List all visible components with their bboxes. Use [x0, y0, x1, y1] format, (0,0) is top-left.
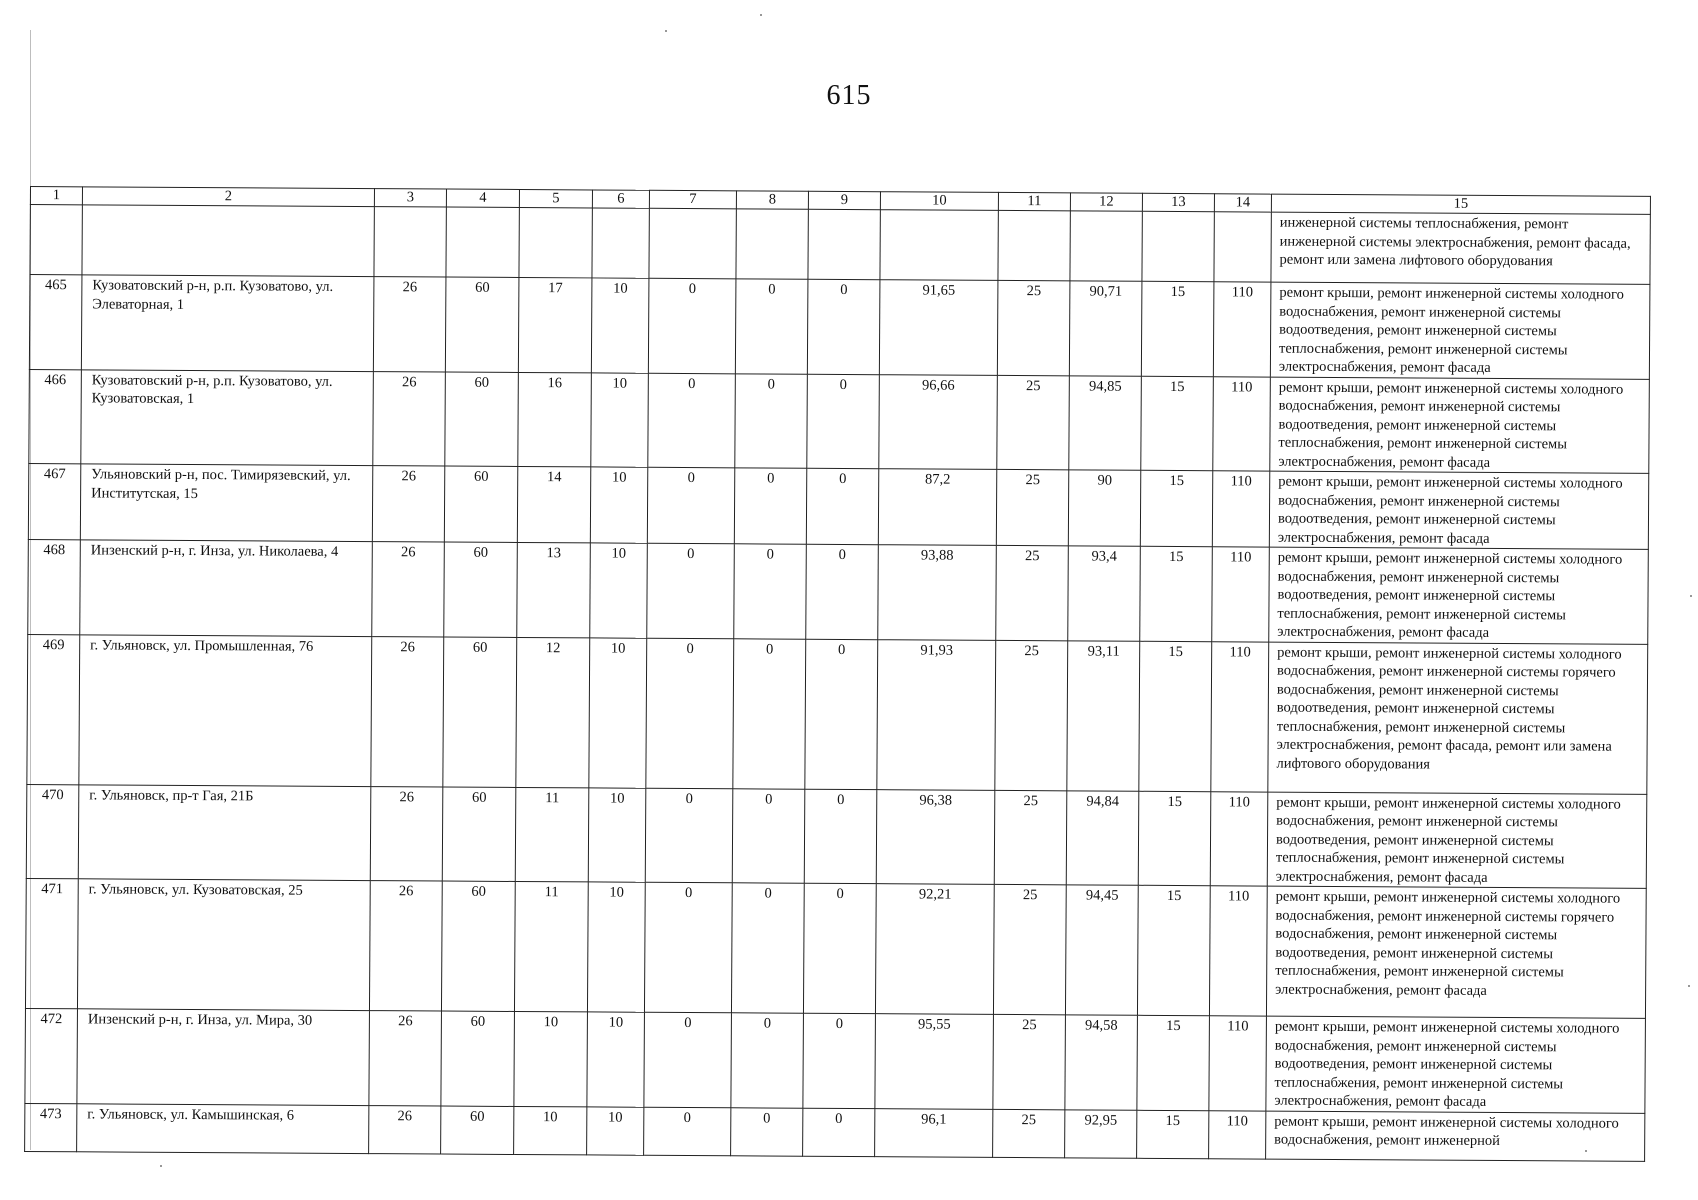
address-cell: Кузоватовский р-н, р.п. Кузоватово, ул. Элеваторная, 1 [81, 275, 374, 371]
value-cell: 0 [807, 374, 880, 469]
value-cell: 11 [514, 881, 588, 1011]
value-cell: 25 [994, 790, 1067, 885]
scan-speck [1690, 595, 1692, 597]
value-cell: 25 [997, 280, 1070, 375]
column-number: 12 [1070, 193, 1142, 211]
value-cell: 60 [444, 542, 518, 637]
row-number-cell: 469 [27, 634, 80, 784]
row-number-cell: 467 [28, 463, 80, 539]
value-cell: 25 [996, 545, 1069, 640]
address-cell: Ульяновский р-н, пос. Тимирязевский, ул. Институтская, 15 [80, 464, 372, 542]
column-number: 14 [1214, 194, 1271, 212]
value-cell: 93,4 [1068, 546, 1141, 641]
value-cell: 0 [733, 638, 806, 788]
column-number: 8 [736, 191, 808, 209]
value-cell: 110 [1211, 641, 1269, 791]
value-cell: 15 [1141, 376, 1214, 471]
empty-cell [736, 209, 808, 279]
value-cell: 60 [441, 1011, 515, 1106]
value-cell: 110 [1209, 1110, 1266, 1158]
empty-cell [880, 210, 998, 281]
value-cell: 0 [735, 279, 808, 374]
value-cell: 10 [587, 1012, 645, 1107]
address-cell: г. Ульяновск, ул. Кузоватовская, 25 [77, 879, 370, 1011]
works-cell: ремонт крыши, ремонт инженерной системы холодного водоснабжения, ремонт инженерной системы водоотведения, ремонт инженерной системы теплоснабжения, ремонт инженерной системы электроснабжения, ремонт фасада [1269, 547, 1649, 644]
value-cell: 15 [1141, 281, 1214, 376]
value-cell: 60 [445, 372, 519, 467]
scan-speck [665, 30, 667, 32]
address-cell: Инзенский р-н, г. Инза, ул. Мира, 30 [77, 1009, 370, 1105]
value-cell: 25 [993, 1109, 1065, 1157]
value-cell: 10 [590, 467, 647, 543]
value-cell: 0 [731, 1013, 804, 1108]
column-number: 15 [1271, 194, 1650, 214]
value-cell: 25 [997, 375, 1070, 470]
value-cell: 93,88 [878, 545, 997, 640]
value-cell: 25 [995, 640, 1068, 790]
value-cell: 26 [372, 542, 445, 637]
row-number-cell: 472 [25, 1008, 78, 1103]
empty-cell [1070, 211, 1142, 281]
value-cell: 91,93 [877, 639, 996, 790]
value-cell: 0 [805, 639, 878, 789]
table-row [27, 634, 1648, 794]
column-number: 10 [880, 192, 998, 211]
empty-cell [30, 205, 82, 275]
value-cell: 26 [373, 371, 446, 466]
value-cell: 10 [591, 278, 649, 373]
value-cell: 60 [443, 637, 517, 787]
value-cell: 15 [1140, 470, 1212, 546]
value-cell: 0 [803, 883, 876, 1013]
value-cell: 11 [515, 787, 589, 882]
works-cell: ремонт крыши, ремонт инженерной системы холодного водоснабжения, ремонт инженерной системы водоотведения, ремонт инженерной системы электроснабжения, ремонт фасада [1269, 471, 1648, 549]
address-cell: г. Ульяновск, пр-т Гая, 21Б [78, 784, 371, 880]
empty-cell [519, 207, 592, 277]
value-cell: 0 [804, 789, 877, 884]
empty-cell [998, 210, 1070, 280]
value-cell: 15 [1138, 791, 1211, 886]
empty-cell [808, 209, 880, 279]
document-sheet [24, 186, 1650, 1161]
value-cell: 17 [518, 277, 592, 372]
empty-cell [446, 207, 519, 277]
value-cell: 60 [442, 787, 516, 882]
value-cell: 0 [647, 543, 735, 638]
value-cell: 0 [731, 1107, 803, 1155]
column-number: 2 [82, 187, 374, 207]
value-cell: 87,2 [878, 469, 996, 546]
empty-cell [1214, 212, 1271, 282]
row-number-cell: 473 [25, 1103, 77, 1151]
value-cell: 10 [588, 787, 646, 882]
works-cell: ремонт крыши, ремонт инженерной системы холодного водоснабжения, ремонт инженерной системы водоотведения, ремонт инженерной системы теплоснабжения, ремонт инженерной системы электроснабжения, ремонт фасада [1270, 282, 1650, 379]
page-number: 615 [826, 80, 872, 111]
column-number: 6 [592, 190, 649, 208]
column-number: 5 [519, 189, 592, 207]
works-cell: ремонт крыши, ремонт инженерной системы холодного водоснабжения, ремонт инженерной [1266, 1111, 1645, 1161]
table-row [25, 1103, 1645, 1161]
scan-speck [1585, 1150, 1587, 1152]
value-cell: 10 [514, 1106, 587, 1154]
value-cell: 13 [517, 542, 591, 637]
value-cell: 26 [370, 786, 443, 881]
value-cell: 60 [441, 1106, 514, 1154]
value-cell: 96,66 [879, 374, 998, 469]
value-cell: 110 [1210, 791, 1268, 886]
repair-program-table [24, 186, 1651, 1161]
table-row [26, 784, 1647, 888]
value-cell: 0 [734, 544, 807, 639]
value-cell: 110 [1213, 282, 1271, 377]
value-cell: 10 [587, 882, 645, 1012]
row-number-cell: 465 [29, 275, 82, 370]
continuation-row [30, 205, 1650, 285]
empty-cell [82, 205, 374, 277]
value-cell: 0 [645, 788, 733, 883]
row-number-cell: 466 [29, 369, 82, 464]
works-cell: ремонт крыши, ремонт инженерной системы холодного водоснабжения, ремонт инженерной системы горячего водоснабжения, ремонт инженерной системы водоотведения, ремонт инженерной системы теплоснабжения, ремонт инженерной системы электроснабжения, ремонт фасада [1266, 886, 1646, 1018]
column-number: 7 [649, 190, 736, 209]
value-cell: 91,65 [879, 280, 998, 375]
table-row [28, 539, 1649, 643]
value-cell: 10 [591, 372, 649, 467]
value-cell: 15 [1137, 1110, 1209, 1158]
value-cell: 110 [1212, 547, 1270, 642]
value-cell: 0 [646, 638, 734, 789]
value-cell: 110 [1213, 376, 1271, 471]
value-cell: 110 [1209, 1016, 1267, 1111]
value-cell: 26 [372, 466, 444, 542]
column-number: 1 [30, 187, 82, 205]
value-cell: 0 [644, 1012, 732, 1107]
empty-cell [592, 208, 649, 278]
address-cell: г. Ульяновск, ул. Камышинская, 6 [77, 1103, 369, 1153]
value-cell: 0 [644, 882, 732, 1013]
empty-cell [1142, 211, 1214, 281]
value-cell: 0 [734, 468, 806, 544]
value-cell: 95,55 [875, 1014, 994, 1109]
value-cell: 10 [587, 1106, 644, 1154]
value-cell: 26 [371, 636, 444, 786]
value-cell: 15 [1140, 546, 1213, 641]
value-cell: 10 [514, 1011, 588, 1106]
value-cell: 26 [373, 277, 446, 372]
works-cell: инженерной системы теплоснабжения, ремонт инженерной системы электроснабжения, ремонт фасада, ремонт или замена лифтового оборудования [1271, 212, 1650, 284]
value-cell: 60 [444, 466, 517, 542]
value-cell: 60 [441, 881, 515, 1011]
value-cell: 25 [993, 884, 1066, 1014]
value-cell: 25 [993, 1014, 1066, 1109]
value-cell: 26 [369, 881, 442, 1011]
table-row [29, 275, 1650, 379]
empty-cell [649, 208, 736, 279]
value-cell: 110 [1209, 886, 1267, 1016]
value-cell: 15 [1139, 641, 1212, 791]
value-cell: 0 [807, 279, 880, 374]
value-cell: 0 [648, 278, 736, 373]
value-cell: 25 [996, 469, 1068, 545]
column-number: 11 [998, 192, 1070, 210]
table-body [25, 187, 1651, 1161]
value-cell: 16 [518, 372, 592, 467]
column-number: 13 [1142, 193, 1214, 211]
column-number: 4 [446, 189, 519, 207]
row-number-cell: 468 [28, 539, 81, 634]
value-cell: 0 [735, 373, 808, 468]
value-cell: 93,11 [1067, 640, 1140, 790]
scan-speck [160, 1165, 162, 1167]
row-number-cell: 471 [25, 878, 78, 1008]
value-cell: 0 [806, 544, 879, 639]
value-cell: 15 [1137, 1015, 1210, 1110]
value-cell: 94,45 [1065, 885, 1138, 1015]
value-cell: 0 [644, 1107, 731, 1156]
value-cell: 0 [803, 1013, 876, 1108]
works-cell: ремонт крыши, ремонт инженерной системы холодного водоснабжения, ремонт инженерной системы водоотведения, ремонт инженерной системы теплоснабжения, ремонт инженерной системы электроснабжения, ремонт фасада [1270, 377, 1650, 474]
value-cell: 94,85 [1069, 375, 1142, 470]
address-cell: г. Ульяновск, ул. Промышленная, 76 [79, 634, 372, 786]
value-cell: 90 [1068, 470, 1140, 546]
address-cell: Инзенский р-н, г. Инза, ул. Николаева, 4 [80, 540, 373, 636]
works-cell: ремонт крыши, ремонт инженерной системы холодного водоснабжения, ремонт инженерной системы водоотведения, ремонт инженерной системы теплоснабжения, ремонт инженерной системы электроснабжения, ремонт фасада [1267, 792, 1647, 889]
value-cell: 94,84 [1066, 790, 1139, 885]
value-cell: 0 [803, 1108, 875, 1156]
value-cell: 12 [516, 637, 590, 787]
value-cell: 10 [589, 637, 647, 787]
scan-speck [760, 14, 762, 16]
value-cell: 0 [732, 788, 805, 883]
value-cell: 26 [369, 1105, 441, 1153]
column-number: 9 [808, 191, 880, 209]
value-cell: 15 [1137, 885, 1210, 1015]
value-cell: 10 [590, 543, 648, 638]
value-cell: 14 [517, 466, 590, 542]
value-cell: 0 [648, 373, 736, 468]
table-row [28, 463, 1648, 549]
value-cell: 92,95 [1065, 1109, 1137, 1157]
value-cell: 60 [445, 277, 519, 372]
works-cell: ремонт крыши, ремонт инженерной системы холодного водоснабжения, ремонт инженерной системы горячего водоснабжения, ремонт инженерной системы водоотведения, ремонт инженерной системы теплоснабжения, ремонт инженерной системы электроснабжения, ремонт фасада, ремонт или замена лифтового оборудования [1268, 642, 1648, 794]
value-cell: 96,38 [876, 789, 995, 884]
column-number: 3 [374, 189, 446, 207]
value-cell: 0 [806, 468, 878, 544]
scan-speck [1688, 985, 1690, 987]
value-cell: 26 [369, 1011, 442, 1106]
table-row [29, 369, 1650, 473]
address-cell: Кузоватовский р-н, р.п. Кузоватово, ул. Кузоватовская, 1 [81, 369, 374, 465]
row-number-cell: 470 [26, 784, 79, 879]
value-cell: 94,58 [1065, 1015, 1138, 1110]
value-cell: 92,21 [875, 884, 994, 1015]
table-row [25, 1008, 1646, 1112]
value-cell: 0 [647, 467, 734, 544]
value-cell: 110 [1212, 471, 1269, 547]
value-cell: 0 [731, 883, 804, 1013]
value-cell: 96,1 [875, 1108, 993, 1157]
value-cell: 90,71 [1069, 281, 1142, 376]
table-row [25, 878, 1646, 1018]
empty-cell [374, 207, 446, 277]
works-cell: ремонт крыши, ремонт инженерной системы холодного водоснабжения, ремонт инженерной системы водоотведения, ремонт инженерной системы теплоснабжения, ремонт инженерной системы электроснабжения, ремонт фасада [1266, 1016, 1646, 1113]
